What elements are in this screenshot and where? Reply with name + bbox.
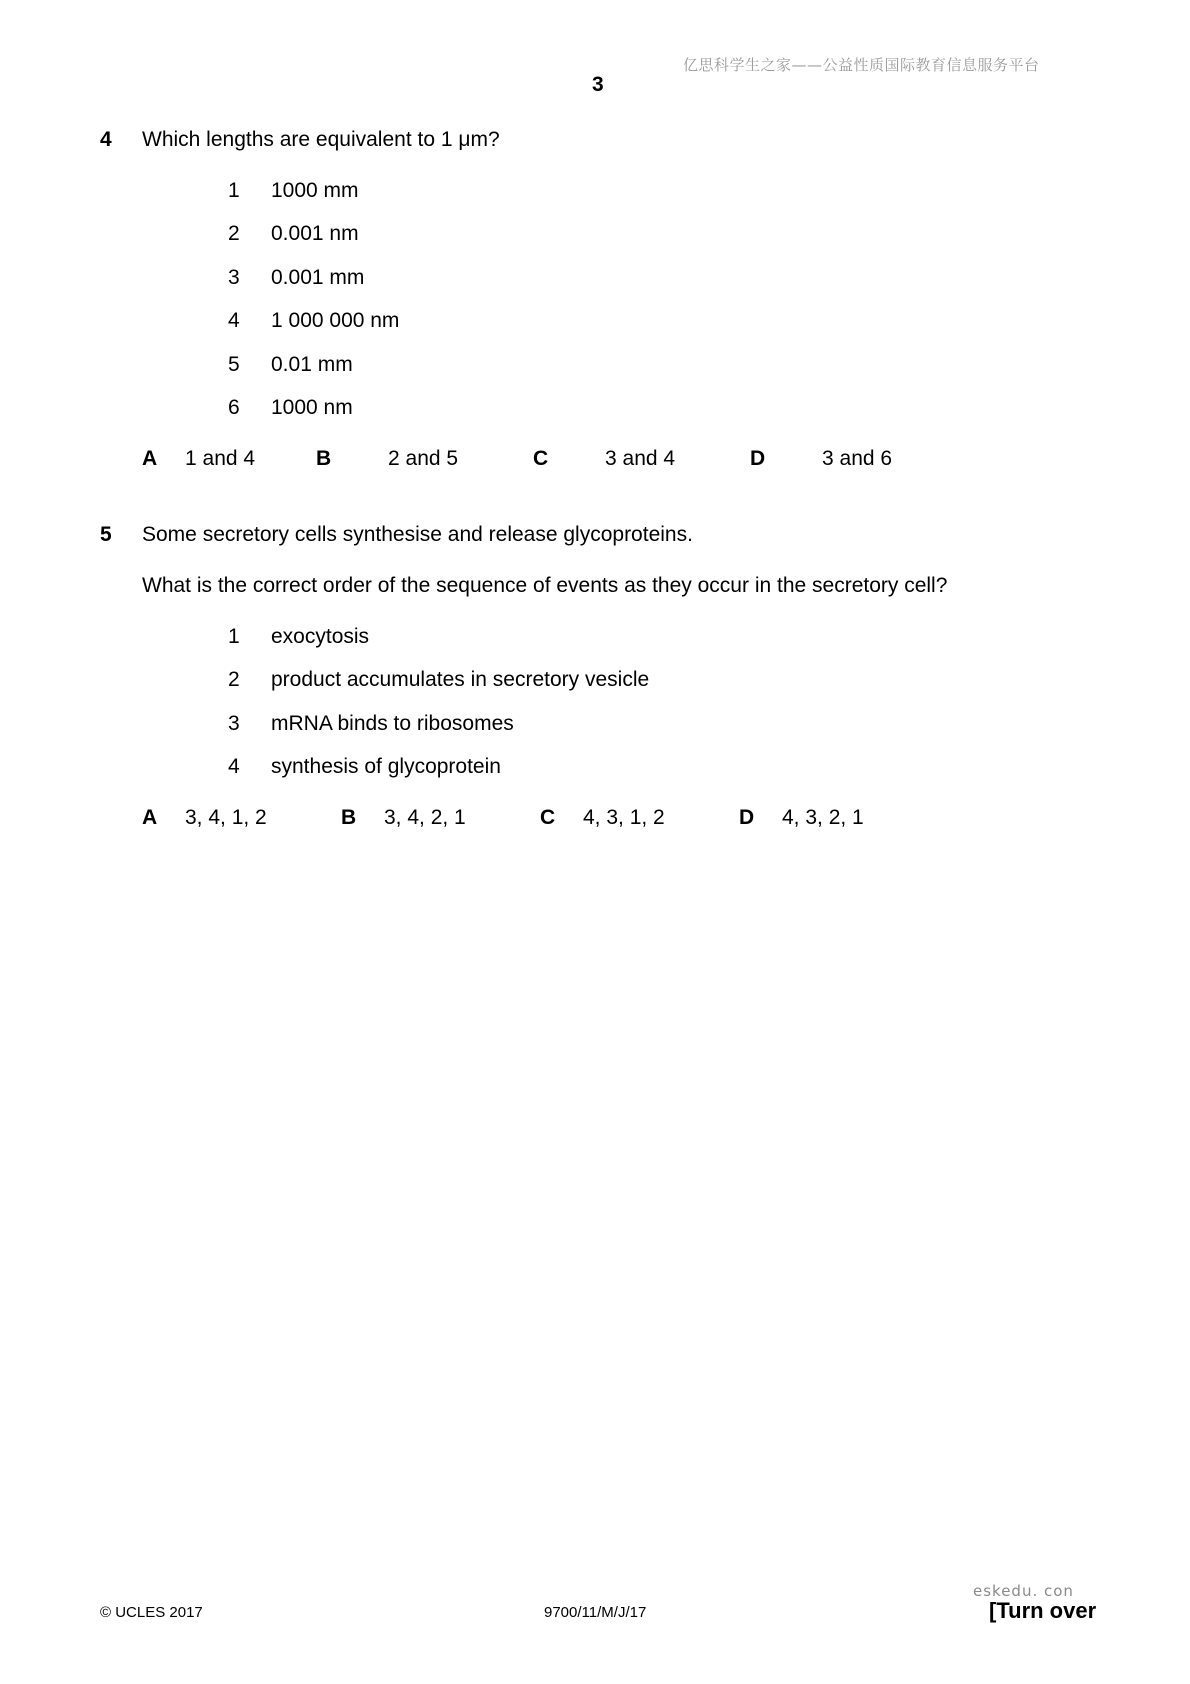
question-5-text: Some secretory cells synthesise and release glycoproteins.: [142, 523, 693, 546]
page-number: 3: [592, 73, 604, 96]
footer-exam-code: 9700/11/M/J/17: [544, 1604, 647, 1621]
question-4-item-num: 1: [228, 179, 240, 202]
question-4-option-letter-b: B: [316, 447, 332, 470]
question-5-item-num: 3: [228, 712, 240, 735]
question-4-text: Which lengths are equivalent to 1 μm?: [142, 128, 500, 151]
question-5-option-text-a: 3, 4, 1, 2: [185, 806, 267, 829]
question-5-item-text: synthesis of glycoprotein: [271, 755, 501, 778]
question-5-item-text: exocytosis: [271, 625, 370, 648]
question-4-item-num: 6: [228, 396, 240, 419]
question-5-number: 5: [100, 523, 112, 546]
question-4-option-letter-d: D: [750, 447, 766, 470]
question-4-option-letter-c: C: [533, 447, 549, 470]
question-5-option-letter-d: D: [739, 806, 755, 829]
question-4-number: 4: [100, 128, 112, 151]
question-5-item-text: product accumulates in secretory vesicle: [271, 668, 650, 691]
question-4-item-text: 1000 nm: [271, 396, 353, 419]
header-watermark: 亿思科学生之家——公益性质国际教育信息服务平台: [683, 56, 1040, 74]
footer-copyright: © UCLES 2017: [100, 1604, 203, 1621]
question-4-option-text-a: 1 and 4: [185, 447, 256, 470]
question-4-item-text: 1 000 000 nm: [271, 309, 400, 332]
question-4-item-text: 0.001 mm: [271, 266, 365, 289]
question-4-option-text-b: 2 and 5: [388, 447, 459, 470]
question-5-option-letter-c: C: [540, 806, 556, 829]
question-4-item-text: 1000 mm: [271, 179, 359, 202]
question-4-item-num: 5: [228, 353, 240, 376]
question-5-option-text-c: 4, 3, 1, 2: [583, 806, 665, 829]
question-5-option-text-d: 4, 3, 2, 1: [782, 806, 864, 829]
question-5-item-num: 2: [228, 668, 240, 691]
question-5-subtext: What is the correct order of the sequence of events as they occur in the secretory cell?: [142, 574, 948, 597]
question-4-option-text-d: 3 and 6: [822, 447, 893, 470]
question-5-item-num: 1: [228, 625, 240, 648]
question-5-option-letter-a: A: [142, 806, 158, 829]
question-5-item-text: mRNA binds to ribosomes: [271, 712, 514, 735]
question-4-option-text-c: 3 and 4: [605, 447, 676, 470]
question-4-item-text: 0.001 nm: [271, 222, 359, 245]
question-4-option-letter-a: A: [142, 447, 158, 470]
footer-watermark: eskedu. con: [973, 1582, 1074, 1600]
question-5-option-text-b: 3, 4, 2, 1: [384, 806, 466, 829]
question-5-option-letter-b: B: [341, 806, 357, 829]
question-4-item-num: 3: [228, 266, 240, 289]
question-4-item-num: 4: [228, 309, 240, 332]
question-4-item-text: 0.01 mm: [271, 353, 353, 376]
turn-over-label: [Turn over: [989, 1598, 1097, 1623]
question-5-item-num: 4: [228, 755, 240, 778]
question-4-item-num: 2: [228, 222, 240, 245]
